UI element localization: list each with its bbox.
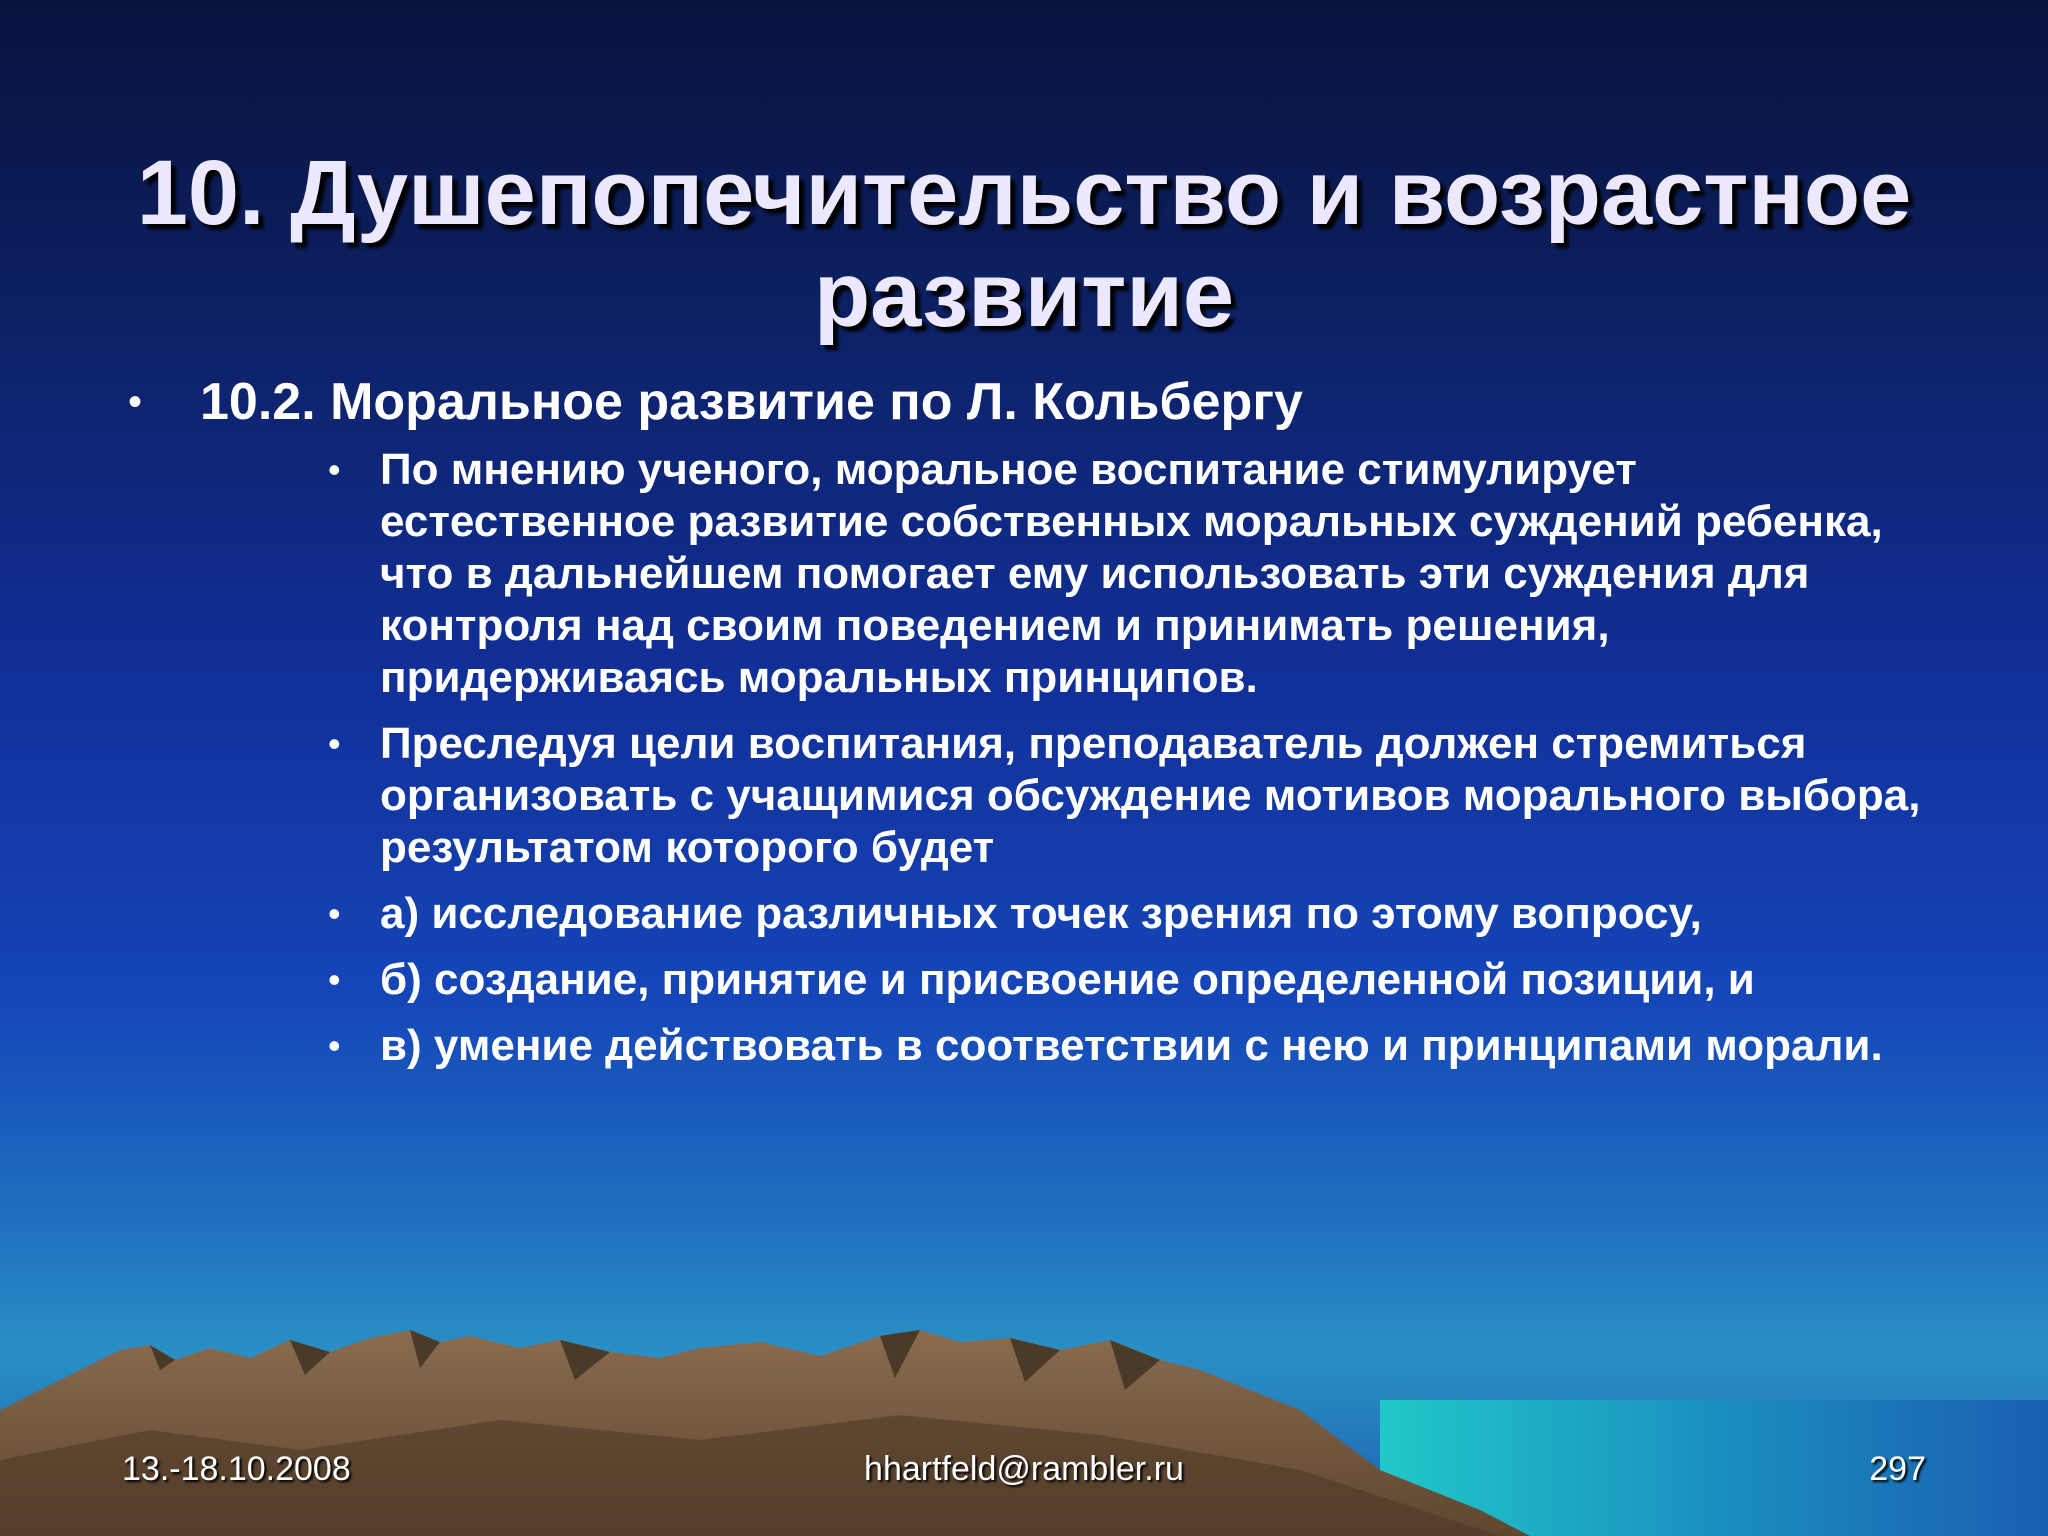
bullet-icon: • xyxy=(328,959,341,1000)
sub-bullet-item xyxy=(328,444,1940,704)
bullet-icon: • xyxy=(328,893,341,934)
footer-page-number: 297 xyxy=(1869,1450,1926,1488)
bullet-icon: • xyxy=(128,380,143,424)
sub-bullet-item xyxy=(328,1020,1940,1072)
sub-bullet-text: б) создание, принятие и присвоение определенной позиции, и xyxy=(380,955,1755,1004)
sub-bullet-text: По мнению ученого, моральное воспитание стимулирует естественное развитие собственных моральных суждений ребенка, что в дальнейшем помогает ему использовать эти суждения для контроля над своим поведением и принимать решения, придерживаясь моральных принципов. xyxy=(380,445,1883,702)
sub-bullet-list xyxy=(328,444,1940,1086)
bullet-icon: • xyxy=(328,1025,341,1066)
footer-date: 13.-18.10.2008 xyxy=(122,1450,351,1488)
sub-bullet-item xyxy=(328,888,1940,940)
sub-bullet-item xyxy=(328,718,1940,874)
mountain-landscape xyxy=(0,1300,2048,1536)
slide-title-line-1: 10. Душепопечительство и возрастное xyxy=(136,141,1912,244)
main-bullet-point xyxy=(128,372,1940,432)
slide-title xyxy=(0,142,2048,346)
main-point-text: 10.2. Моральное развитие по Л. Кольбергу xyxy=(200,373,1303,431)
sub-bullet-item xyxy=(328,954,1940,1006)
footer-email: hhartfeld@rambler.ru xyxy=(864,1450,1184,1488)
bullet-icon: • xyxy=(328,449,341,490)
sub-bullet-text: а) исследование различных точек зрения по этому вопросу, xyxy=(380,889,1702,938)
sub-bullet-text: в) умение действовать в соответствии с нею и принципами морали. xyxy=(380,1021,1883,1070)
slide-title-line-2: развитие xyxy=(813,243,1235,346)
bullet-icon: • xyxy=(328,723,341,764)
sub-bullet-text: Преследуя цели воспитания, преподаватель должен стремиться организовать с учащимися обсуждение мотивов морального выбора, результатом которого будет xyxy=(380,719,1921,872)
